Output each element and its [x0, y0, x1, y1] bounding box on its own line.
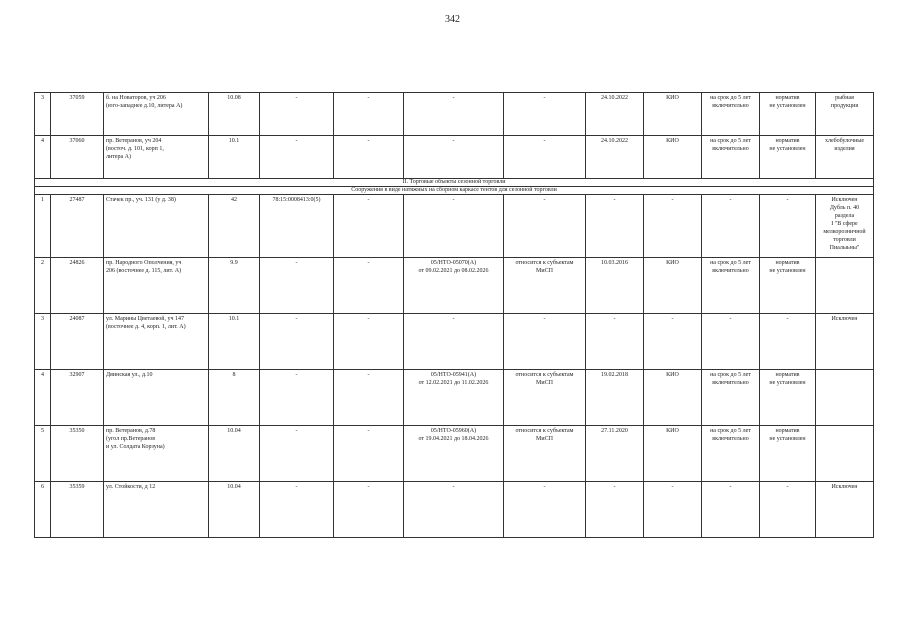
cell-row-number: [35, 195, 51, 258]
cell-text: -: [367, 484, 370, 490]
section-title: II. Торговые объекты сезонной торговли: [35, 179, 874, 187]
cell-text: Дубль п. 40: [829, 205, 860, 211]
cell-smsp-status: [504, 482, 586, 538]
cell-text: 37059: [69, 95, 85, 101]
cell-text: 27.11.2020: [601, 428, 628, 434]
cell-address: [104, 426, 209, 482]
cell-text: 32907: [69, 372, 85, 378]
cell-text: 4: [41, 138, 44, 144]
cell-text: МиСП: [536, 436, 553, 442]
cell-text: КИО: [666, 428, 679, 434]
cell-row-number: [35, 136, 51, 179]
cell-term: [702, 426, 760, 482]
cell-term: [702, 370, 760, 426]
cell-text: КИО: [666, 138, 679, 144]
cell-authority: [644, 136, 702, 179]
cell-text: на срок до 5 лет: [710, 260, 751, 266]
cell-term: [702, 93, 760, 136]
cell-text: КИО: [666, 372, 679, 378]
cell-specialization: [816, 482, 874, 538]
cell-area: [209, 136, 260, 179]
cell-text: норматив: [775, 95, 800, 101]
cell-text: -: [452, 138, 455, 144]
cell-text: мелкорозничной: [823, 229, 866, 235]
cell-contract: [404, 195, 504, 258]
cell-area: [209, 258, 260, 314]
cell-row-number: [35, 426, 51, 482]
cell-text: 10.1: [228, 316, 240, 322]
cell-text: 10.1: [228, 138, 240, 144]
cell-text: 27487: [69, 197, 85, 203]
cell-inclusion-date: [586, 136, 644, 179]
cell-object-id: [51, 482, 104, 538]
table-bottom-rows: [35, 195, 874, 538]
cell-text: не установлен: [769, 268, 806, 274]
cell-smsp-status: [504, 314, 586, 370]
cell-text: -: [613, 197, 616, 203]
cell-text: на срок до 5 лет: [710, 138, 751, 144]
cell-text: относится к субъектам: [515, 428, 574, 434]
cell-area: [209, 482, 260, 538]
cell-inclusion-date: [586, 93, 644, 136]
cell-text: изделия: [834, 146, 855, 152]
cell-text: (угол пр.Ветеранов: [106, 436, 156, 442]
cell-text: 05/НТО-05960(А): [430, 428, 477, 434]
cell-text: торговли: [833, 237, 856, 243]
cell-specialization: [816, 136, 874, 179]
cell-text: -: [786, 316, 789, 322]
cell-inclusion-date: [586, 482, 644, 538]
cell-text: 37060: [69, 138, 85, 144]
cell-norm: [760, 370, 816, 426]
cell-text: норматив: [775, 372, 800, 378]
cell-address: [104, 370, 209, 426]
table-row: [35, 258, 874, 314]
table-row: [35, 314, 874, 370]
cell-text: Пиалыьны": [829, 245, 860, 251]
cell-text: пр. Ветеранов, уч 204: [106, 138, 162, 144]
cell-text: 78:15:0008413:0(5): [272, 197, 321, 203]
cell-text: -: [671, 484, 674, 490]
cell-text: -: [543, 197, 546, 203]
table-row: [35, 482, 874, 538]
cell-text: от 12.02.2021 до 11.02.2026: [418, 380, 489, 386]
cell-smsp-status: [504, 258, 586, 314]
cell-text: 3: [41, 316, 44, 322]
page-number: 342: [445, 14, 460, 25]
cell-text: -: [452, 95, 455, 101]
cell-smsp-status: [504, 370, 586, 426]
cell-address: [104, 136, 209, 179]
cell-authority: [644, 370, 702, 426]
cell-cadastral-number: [260, 370, 334, 426]
cell-inclusion-date: [586, 314, 644, 370]
table-row: [35, 136, 874, 179]
section-row: [35, 179, 874, 187]
cell-text: 10.04: [227, 484, 241, 490]
cell-row-number: [35, 93, 51, 136]
cell-text: КИО: [666, 95, 679, 101]
cell-text: -: [367, 138, 370, 144]
cell-text: -: [671, 316, 674, 322]
cell-object-id: [51, 258, 104, 314]
cell-area: [209, 314, 260, 370]
cell-text: -: [452, 316, 455, 322]
cell-term: [702, 314, 760, 370]
cell-text: I "В сфере: [831, 221, 858, 227]
cell-norm: [760, 314, 816, 370]
cell-text: Стачек пр., уч. 131 (у д. 38): [106, 197, 176, 203]
cell-norm: [760, 258, 816, 314]
cell-text: -: [295, 138, 298, 144]
cell-norm: [760, 482, 816, 538]
cell-text: 05/НТО-05070(А): [430, 260, 477, 266]
cell-text: -: [295, 316, 298, 322]
cell-column-6: [334, 482, 404, 538]
cell-text: 206 (восточнее д. 115, лит. А): [106, 268, 182, 274]
cell-authority: [644, 93, 702, 136]
cell-contract: [404, 93, 504, 136]
cell-text: (восточнее д. 4, корп. 1, лит. А): [106, 324, 186, 330]
cell-text: 9.9: [230, 260, 238, 266]
cell-text: 10.03.2016: [601, 260, 628, 266]
cell-text: -: [295, 372, 298, 378]
cell-smsp-status: [504, 426, 586, 482]
cell-text: (югo-западнее д.10, литера А): [106, 103, 183, 109]
cell-text: норматив: [775, 138, 800, 144]
cell-row-number: [35, 258, 51, 314]
cell-text: -: [367, 95, 370, 101]
cell-text: норматив: [775, 260, 800, 266]
cell-text: норматив: [775, 428, 800, 434]
cell-authority: [644, 195, 702, 258]
cell-text: МиСП: [536, 380, 553, 386]
cell-cadastral-number: [260, 93, 334, 136]
cell-text: -: [729, 316, 732, 322]
cell-text: относится к субъектам: [515, 372, 574, 378]
cell-text: (восточ. д. 101, корп 1,: [106, 146, 164, 152]
cell-text: от 19.04.2021 до 18.04.2026: [418, 436, 489, 442]
cell-address: [104, 482, 209, 538]
cell-address: [104, 258, 209, 314]
cell-smsp-status: [504, 136, 586, 179]
cell-text: -: [729, 197, 732, 203]
cell-text: и ул. Солдата Корзуна): [106, 444, 165, 450]
cell-column-6: [334, 314, 404, 370]
cell-smsp-status: [504, 195, 586, 258]
cell-text: 8: [232, 372, 236, 378]
cell-text: -: [613, 316, 616, 322]
cell-text: -: [452, 484, 455, 490]
cell-text: включительно: [712, 436, 749, 442]
cell-text: 2: [41, 260, 44, 266]
cell-column-6: [334, 195, 404, 258]
cell-column-6: [334, 258, 404, 314]
cell-object-id: [51, 195, 104, 258]
cell-cadastral-number: [260, 314, 334, 370]
cell-text: включительно: [712, 380, 749, 386]
cell-inclusion-date: [586, 258, 644, 314]
cell-norm: [760, 136, 816, 179]
cell-text: относится к субъектам: [515, 260, 574, 266]
cell-row-number: [35, 314, 51, 370]
cell-object-id: [51, 136, 104, 179]
cell-specialization: [816, 314, 874, 370]
cell-text: -: [543, 316, 546, 322]
cell-text: от 09.02.2021 до 08.02.2026: [418, 268, 489, 274]
cell-address: [104, 314, 209, 370]
cell-text: ул. Стойкости, д 12: [106, 484, 156, 490]
cell-text: 24.10.2022: [601, 95, 628, 101]
cell-text: ул. Марины Цветаевой, уч 147: [106, 316, 185, 322]
cell-contract: [404, 370, 504, 426]
cell-text: -: [367, 372, 370, 378]
cell-area: [209, 195, 260, 258]
cell-address: [104, 195, 209, 258]
cell-text: -: [295, 260, 298, 266]
cell-text: на срок до 5 лет: [710, 95, 751, 101]
cell-text: -: [786, 197, 789, 203]
cell-text: -: [367, 316, 370, 322]
cell-cadastral-number: [260, 482, 334, 538]
cell-cadastral-number: [260, 258, 334, 314]
table-row: [35, 426, 874, 482]
cell-text: -: [295, 484, 298, 490]
cell-text: -: [543, 138, 546, 144]
cell-authority: [644, 314, 702, 370]
cell-text: Исключен: [831, 197, 858, 203]
cell-object-id: [51, 93, 104, 136]
cell-text: Исключен: [831, 316, 858, 322]
cell-text: -: [367, 197, 370, 203]
cell-object-id: [51, 370, 104, 426]
table-row: [35, 370, 874, 426]
cell-authority: [644, 482, 702, 538]
cell-term: [702, 195, 760, 258]
cell-area: [209, 93, 260, 136]
cell-text: не установлен: [769, 380, 806, 386]
cell-row-number: [35, 482, 51, 538]
cell-text: включительно: [712, 103, 749, 109]
cell-text: -: [729, 484, 732, 490]
table-row: [35, 195, 874, 258]
cell-text: включительно: [712, 268, 749, 274]
cell-text: -: [367, 428, 370, 434]
cell-cadastral-number: [260, 195, 334, 258]
cell-text: -: [295, 95, 298, 101]
cell-term: [702, 258, 760, 314]
cell-term: [702, 136, 760, 179]
cell-text: -: [367, 260, 370, 266]
cell-text: 19.02.2018: [601, 372, 628, 378]
cell-text: -: [543, 484, 546, 490]
cell-text: -: [671, 197, 674, 203]
cell-column-6: [334, 370, 404, 426]
cell-text: 10.08: [227, 95, 241, 101]
cell-text: 35350: [69, 428, 85, 434]
cell-text: 6: [41, 484, 44, 490]
cell-specialization: [816, 426, 874, 482]
cell-text: 24826: [69, 260, 85, 266]
cell-cadastral-number: [260, 136, 334, 179]
cell-inclusion-date: [586, 426, 644, 482]
cell-text: рыбная: [835, 95, 854, 101]
cell-contract: [404, 426, 504, 482]
cell-text: Двинская ул., д.10: [106, 372, 153, 378]
cell-term: [702, 482, 760, 538]
cell-object-id: [51, 314, 104, 370]
cell-text: раздела: [834, 213, 855, 219]
cell-column-6: [334, 426, 404, 482]
cell-text: КИО: [666, 260, 679, 266]
cell-text: 35359: [69, 484, 85, 490]
cell-contract: [404, 314, 504, 370]
cell-norm: [760, 195, 816, 258]
cell-area: [209, 370, 260, 426]
table-row: [35, 93, 874, 136]
cell-text: хлебобулочные: [824, 138, 865, 144]
cell-smsp-status: [504, 93, 586, 136]
cell-contract: [404, 136, 504, 179]
cell-area: [209, 426, 260, 482]
table-top-rows: [35, 93, 874, 179]
cell-text: -: [786, 484, 789, 490]
cell-inclusion-date: [586, 370, 644, 426]
cell-text: Исключен: [831, 484, 858, 490]
cell-contract: [404, 258, 504, 314]
subsection-row: [35, 187, 874, 195]
cell-contract: [404, 482, 504, 538]
cell-text: 1: [41, 197, 44, 203]
cell-text: МиСП: [536, 268, 553, 274]
cell-specialization: [816, 93, 874, 136]
cell-text: 24087: [69, 316, 85, 322]
cell-text: продукция: [830, 103, 859, 109]
cell-inclusion-date: [586, 195, 644, 258]
cell-text: 24.10.2022: [601, 138, 628, 144]
cell-text: б. на Новаторов, уч 206: [106, 95, 166, 101]
registry-table: [34, 92, 874, 538]
cell-cadastral-number: [260, 426, 334, 482]
cell-text: на срок до 5 лет: [710, 372, 751, 378]
cell-text: на срок до 5 лет: [710, 428, 751, 434]
cell-text: 5: [41, 428, 44, 434]
table-section-rows: [35, 179, 874, 195]
cell-specialization: [816, 258, 874, 314]
cell-text: пр. Народного Ополчения, уч: [106, 260, 182, 266]
cell-text: 3: [41, 95, 44, 101]
cell-norm: [760, 426, 816, 482]
cell-text: 4: [41, 372, 44, 378]
cell-norm: [760, 93, 816, 136]
cell-specialization: [816, 370, 874, 426]
cell-text: не установлен: [769, 436, 806, 442]
cell-column-6: [334, 136, 404, 179]
cell-row-number: [35, 370, 51, 426]
cell-text: -: [295, 428, 298, 434]
cell-specialization: [816, 195, 874, 258]
cell-text: литера А): [106, 154, 131, 160]
cell-text: пр. Ветеранов, д.78: [106, 428, 156, 434]
cell-text: 05/НТО-05941(А): [430, 372, 477, 378]
cell-text: -: [543, 95, 546, 101]
cell-column-6: [334, 93, 404, 136]
cell-text: 10.04: [227, 428, 241, 434]
cell-authority: [644, 426, 702, 482]
cell-text: -: [452, 197, 455, 203]
cell-object-id: [51, 426, 104, 482]
cell-text: 42: [231, 197, 237, 203]
cell-address: [104, 93, 209, 136]
cell-authority: [644, 258, 702, 314]
cell-text: -: [613, 484, 616, 490]
subsection-title: Сооружения в виде натяжных на сборном каркасе тентов для сезонной торговли: [35, 187, 874, 195]
cell-text: включительно: [712, 146, 749, 152]
cell-text: не установлен: [769, 146, 806, 152]
cell-text: не установлен: [769, 103, 806, 109]
